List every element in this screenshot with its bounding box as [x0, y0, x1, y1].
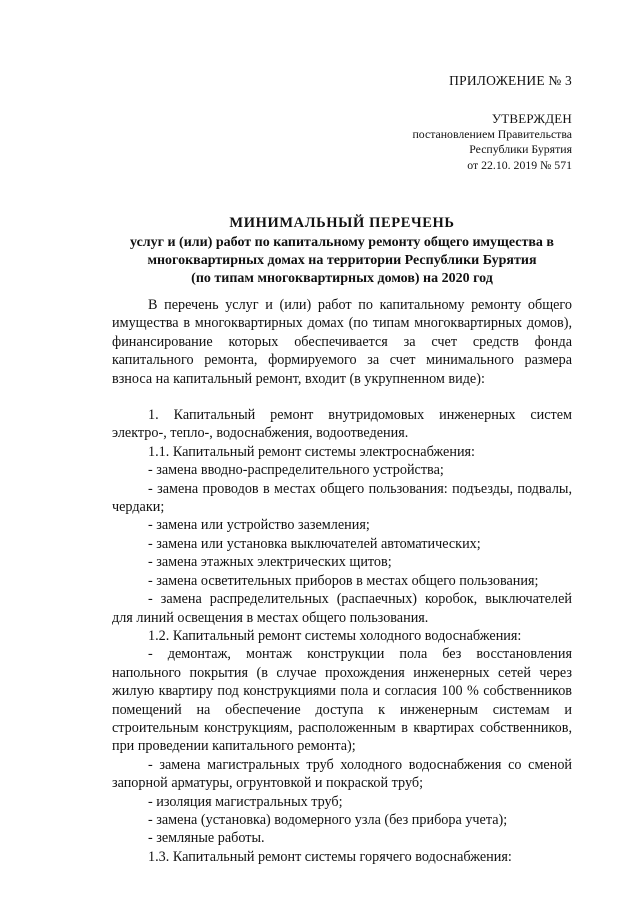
subsection-heading: 1.1. Капитальный ремонт системы электроснабжения: — [148, 443, 475, 460]
list-item: - замена этажных электрических щитов; — [148, 554, 392, 571]
document-subtitle-line: услуг и (или) работ по капитальному ремонту общего имущества в — [130, 235, 554, 250]
subsection-heading: 1.3. Капитальный ремонт системы горячего водоснабжения: — [148, 848, 512, 865]
document-title: МИНИМАЛЬНЫЙ ПЕРЕЧЕНЬ — [229, 215, 455, 231]
approval-line: Республики Бурятия — [469, 142, 572, 156]
section-heading: 1. Капитальный ремонт внутридомовых инженерных систем электро-, тепло-, водоснабжения, водоотведения. — [112, 407, 572, 442]
list-item: - замена осветительных приборов в местах общего пользования; — [148, 572, 539, 589]
approval-date: от 22.10. 2019 № 571 — [467, 157, 572, 172]
document-title-block — [112, 212, 572, 288]
intro-paragraph: В перечень услуг и (или) работ по капитальному ремонту общего имущества в многоквартирных домах (по типам многоквартирных домов), финансирование которых обеспечивается за счет средств фонда капитального ремонта, формируемого за счет минимального размера взноса на капитальный ремонт, входит (в укрупненном виде): — [112, 297, 572, 387]
subsection-heading: 1.2. Капитальный ремонт системы холодного водоснабжения: — [148, 627, 522, 644]
list-item: - демонтаж, монтаж конструкции пола без восстановления напольного покрытия (в случае прохождения инженерных сетей через жилую квартиру под конструкциями пола и согласия 100 % собственников помещений на обеспечение доступа к инженерным системам и строительным конструкциям, расположенным в квартирах собственников, при проведении капитального ремонта); — [112, 646, 572, 755]
appendix-number: ПРИЛОЖЕНИЕ № 3 — [449, 73, 572, 88]
list-item: - замена вводно-распределительного устройства; — [148, 462, 444, 479]
document-subtitle-line: (по типам многоквартирных домов) на 2020 год — [191, 271, 493, 286]
approval-title: УТВЕРЖДЕН — [491, 111, 572, 126]
approval-stamp — [412, 111, 572, 173]
list-item: - замена проводов в местах общего пользования: подъезды, подвалы, чердаки; — [112, 480, 572, 516]
list-item: - замена магистральных труб холодного водоснабжения со сменой запорной арматуры, огрунтовкой и покраской труб; — [112, 756, 572, 792]
document-body — [112, 296, 572, 866]
list-item: - замена распределительных (распаечных) коробок, выключателей для линий освещения в местах общего пользования. — [112, 591, 572, 626]
document-subtitle-line: многоквартирных домах на территории Республики Бурятия — [147, 253, 537, 268]
list-item: - изоляция магистральных труб; — [148, 793, 343, 810]
list-item: - замена или установка выключателей автоматических; — [148, 535, 481, 552]
approval-line: постановлением Правительства — [412, 126, 572, 141]
list-item: - замена или устройство заземления; — [148, 517, 370, 534]
list-item: - замена (установка) водомерного узла (без прибора учета); — [148, 811, 508, 828]
list-item: - земляные работы. — [148, 830, 265, 847]
